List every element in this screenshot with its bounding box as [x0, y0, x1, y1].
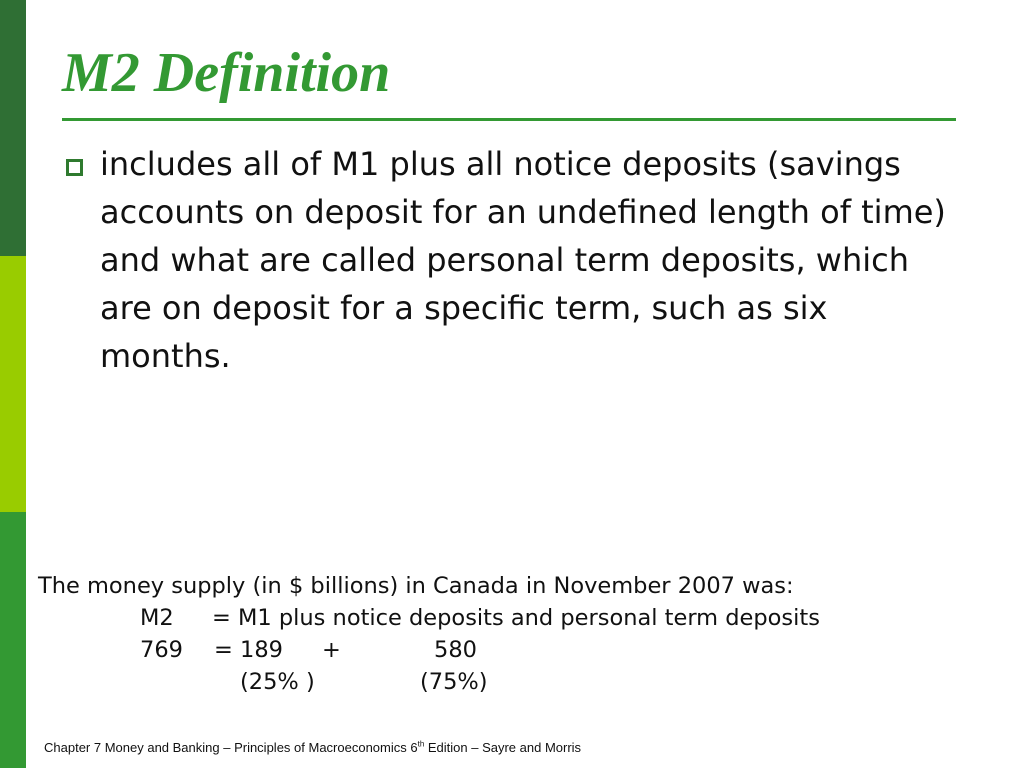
supply-intro-line	[38, 570, 1018, 602]
bullet-text: includes all of M1 plus all notice deposits (savings accounts on deposit for an undefined length of time) and what are called personal term deposits, which are on deposit for a specific term, such as six months.	[100, 145, 946, 375]
decor-bar-bottom	[0, 512, 26, 768]
footer-text: Chapter 7 Money and Banking – Principles of Macroeconomics 6	[44, 740, 418, 755]
m2-definition: = M1 plus notice deposits and personal term deposits	[212, 605, 820, 631]
decor-bar-top	[0, 0, 26, 256]
m1-share: (25% )	[240, 669, 315, 695]
supply-row-values	[38, 634, 1018, 666]
bullet-item	[66, 140, 946, 380]
money-supply-block	[38, 570, 1018, 698]
square-bullet-icon	[66, 159, 83, 176]
slide-footer	[44, 739, 581, 757]
deposits-share: (75%)	[420, 669, 488, 695]
footer-superscript: th	[417, 739, 425, 749]
decor-bar-middle	[0, 256, 26, 512]
slide-title: M2 Definition	[62, 42, 391, 104]
supply-row-shares	[38, 666, 1018, 698]
m2-label: M2	[140, 605, 174, 631]
title-divider	[62, 118, 956, 121]
footer-text-end: Edition – Sayre and Morris	[424, 740, 582, 755]
m1-value: = 189	[214, 637, 283, 663]
deposits-value: 580	[434, 637, 477, 663]
plus-sign: +	[322, 637, 341, 663]
supply-intro: The money supply (in $ billions) in Canada in November 2007 was:	[38, 573, 794, 599]
supply-row-definition	[38, 602, 1018, 634]
m2-total-value: 769	[140, 637, 183, 663]
